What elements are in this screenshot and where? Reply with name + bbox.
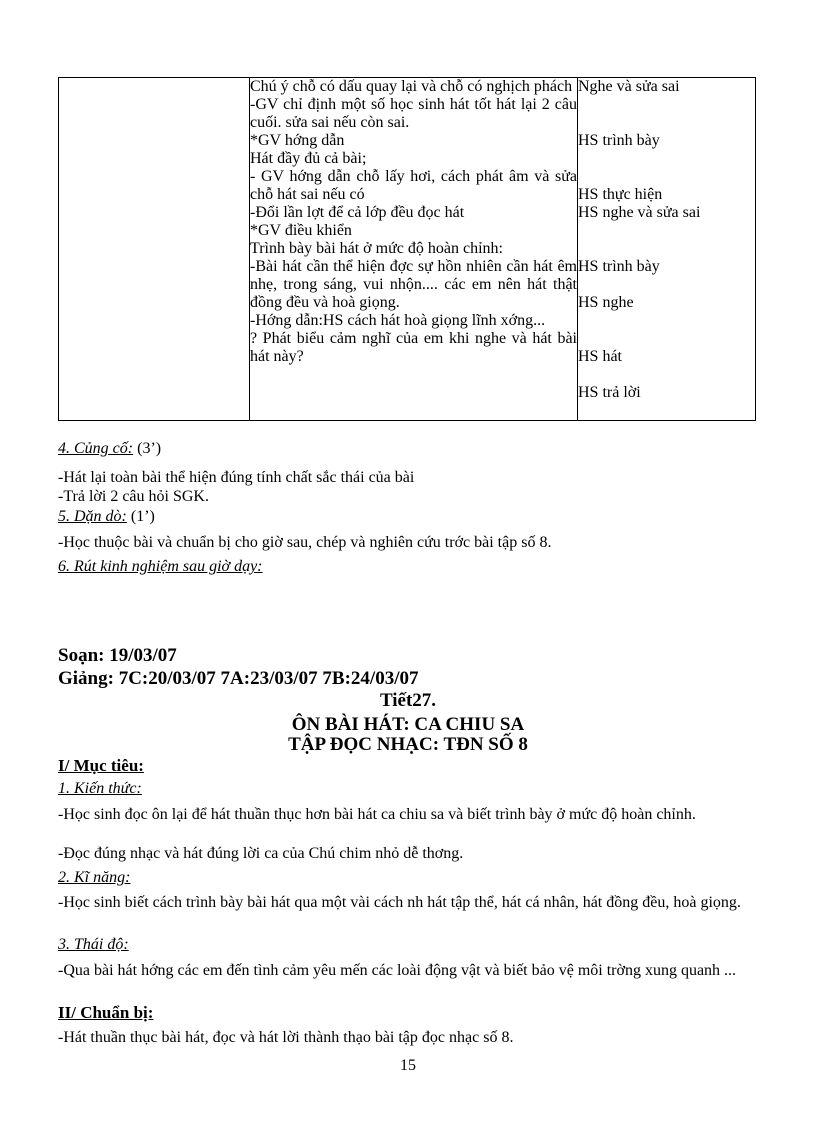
activity-line: *GV hớng dẫn [250, 132, 345, 149]
section-5-item: -Học thuộc bài và chuẩn bị cho giờ sau, chép và nghiên cứu trớc bài tập số 8. [58, 534, 552, 551]
section-4-heading: 4. Củng cố: (3’) [58, 440, 162, 457]
activity-line: Chú ý chỗ có dấu quay lại và chỗ có nghịch phách [250, 78, 573, 95]
knowledge-item: -Học sinh đọc ôn lại để hát thuần thục hơn bài hát ca chiu sa và biết trình bày ở mức độ hoàn chỉnh. [58, 806, 696, 823]
activity-line: -GV chỉ định một số học sinh hát tốt hát lại 2 câu cuối. sửa sai nếu còn sai. [250, 96, 577, 131]
activity-line: Hát đầy đủ cả bài; [250, 150, 367, 167]
activity-line: ? Phát biểu cảm nghĩ của em khi nghe và hát bài hát này? [250, 330, 577, 365]
student-response: HS trả lời [578, 384, 641, 401]
prep-date: Soạn: 19/03/07 [58, 645, 177, 666]
lesson-subtitle: TẬP ĐỌC NHẠC: TĐN SỐ 8 [288, 734, 528, 755]
teacher-activity-column [250, 78, 578, 421]
section-5-heading: 5. Dặn dò: (1’) [58, 508, 155, 525]
section-4-item: -Trả lời 2 câu hỏi SGK. [58, 488, 209, 505]
lesson-number: Tiết27. [379, 690, 437, 711]
page-number: 15 [400, 1057, 416, 1074]
lesson-title: ÔN BÀI HÁT: CA CHIU SA [291, 714, 525, 735]
attitude-heading: 3. Thái độ: [58, 936, 129, 953]
empty-column [59, 78, 250, 421]
teaching-dates: Giảng: 7C:20/03/07 7A:23/03/07 7B:24/03/07 [58, 668, 419, 689]
preparation-item: -Hát thuần thục bài hát, đọc và hát lời thành thạo bài tập đọc nhạc số 8. [58, 1029, 514, 1046]
student-response: Nghe và sửa sai [578, 78, 680, 95]
section-4-item: -Hát lại toàn bài thể hiện đúng tính chất sắc thái của bài [58, 469, 415, 486]
student-activity-column [578, 78, 756, 421]
activity-line: - GV hớng dẫn chỗ lấy hơi, cách phát âm và sửa chỗ hát sai nếu có [250, 168, 577, 203]
activity-line: -Hớng dẫn:HS cách hát hoà giọng lĩnh xớng... [250, 312, 546, 329]
activity-line: Trình bày bài hát ở mức độ hoàn chỉnh: [250, 240, 503, 257]
preparation-heading: II/ Chuẩn bị: [58, 1003, 154, 1022]
activity-line: *GV điều khiển [250, 222, 352, 239]
attitude-item: -Qua bài hát hớng các em đến tình cảm yêu mến các loài động vật và biết bảo vệ môi trờng xung quanh ... [58, 962, 737, 979]
student-response: HS nghe [578, 294, 634, 311]
skills-heading: 2. Kĩ năng: [58, 869, 131, 886]
skills-item: -Học sinh biết cách trình bày bài hát qua một vài cách nh hát tập thể, hát cá nhân, hát đồng đều, hoà giọng. [58, 894, 741, 911]
activity-line: -Đổi lần lợt để cả lớp đều đọc hát [250, 204, 465, 221]
knowledge-heading: 1. Kiến thức: [58, 780, 142, 797]
knowledge-item: -Đọc đúng nhạc và hát đúng lời ca của Chú chim nhỏ dễ thơng. [58, 845, 464, 862]
student-response: HS hát [578, 348, 622, 365]
student-response: HS nghe và sửa sai [578, 204, 701, 221]
section-6-heading: 6. Rút kinh nghiệm sau giờ dạy: [58, 558, 263, 575]
lesson-activity-table [58, 77, 756, 421]
activity-line: -Bài hát cần thể hiện đợc sự hồn nhiên cần hát êm nhẹ, trong sáng, vui nhộn.... các em nên hát thật đồng đều và hoà giọng. [250, 258, 577, 311]
student-response: HS trình bày [578, 258, 660, 275]
student-response: HS trình bày [578, 132, 660, 149]
objectives-heading: I/ Mục tiêu: [58, 756, 144, 775]
student-response: HS thực hiện [578, 186, 663, 203]
